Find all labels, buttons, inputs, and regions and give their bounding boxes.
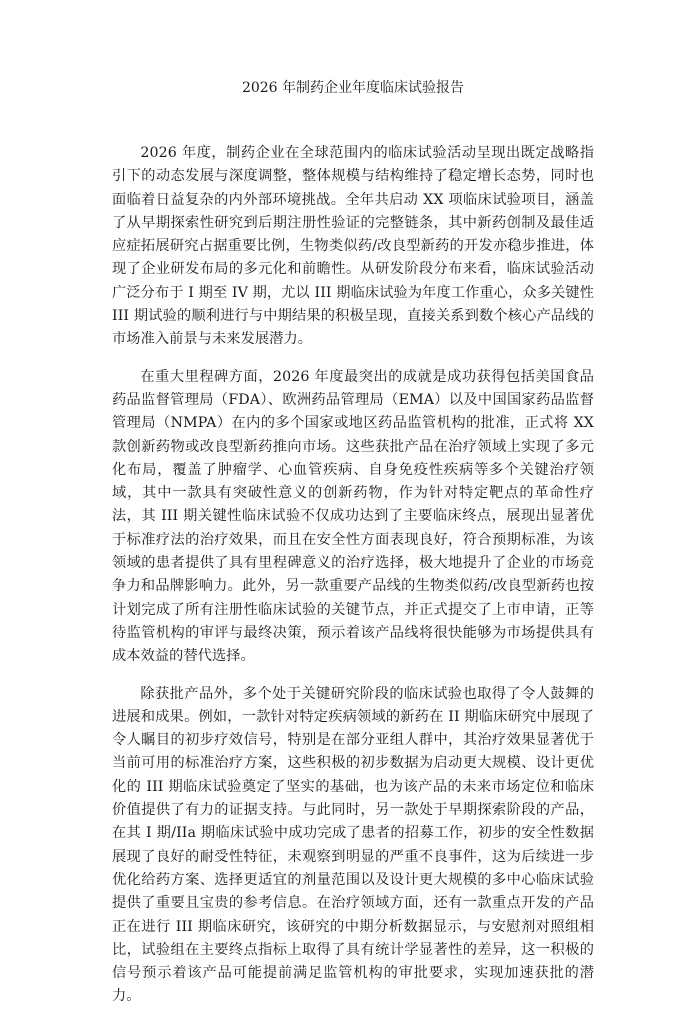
paragraph-milestones: 在重大里程碑方面，2026 年度最突出的成就是成功获得包括美国食品药品监督管理局（FDA）、欧洲药品管理局（EMA）以及中国国家药品监督管理局（NMPA）在内的多个国家或地区药品监管机构的批准，正式将 XX 款创新药物或改良型新药推向市场。这些获批产品在治疗领域上实现了多元化布局，覆盖了肿瘤学、心血管疾病、自身免疫性疾病等多个关键治疗领域，其中一款具有突破性意义的创新药物，作为针对特定靶点的革命性疗法，其 III 期关键性临床试验不仅成功达到了主要临床终点，展现出显著优于标准疗法的治疗效果，而且在安全性方面表现良好，符合预期标准，为该领域的患者提供了具有里程碑意义的治疗选择，极大地提升了企业的市场竞争力和品牌影响力。此外，另一款重要产品线的生物类似药/改良型新药也按计划完成了所有注册性临床试验的关键节点，并正式提交了上市申请，正等待监管机构的审评与最终决策，预示着该产品线将很快能够为市场提供具有成本效益的替代选择。 <box>112 368 594 665</box>
paragraph-overview: 2026 年度，制药企业在全球范围内的临床试验活动呈现出既定战略指引下的动态发展与深度调整，整体规模与结构维持了稳定增长态势，同时也面临着日益复杂的内外部环境挑战。全年共启动 XX 项临床试验项目，涵盖了从早期探索性研究到后期注册性验证的完整链条，其中新药创制及最佳适应症拓展研究占据重要比例，生物类似药/改良型新药的开发亦稳步推进，体现了企业研发布局的多元化和前瞻性。从研发阶段分布来看，临床试验活动广泛分布于 I 期至 IV 期，尤以 III 期临床试验为年度工作重心，众多关键性 III 期试验的顺利进行与中期结果的积极呈现，直接关系到数个核心产品线的市场准入前景与未来发展潜力。 <box>112 145 594 348</box>
paragraph-progress: 除获批产品外，多个处于关键研究阶段的临床试验也取得了令人鼓舞的进展和成果。例如，一款针对特定疾病领域的新药在 II 期临床研究中展现了令人瞩目的初步疗效信号，特别是在部分亚组人群中，其治疗效果显著优于当前可用的标准治疗方案，这些积极的初步数据为启动更大规模、设计更优化的 III 期临床试验奠定了坚实的基础，也为该产品的未来市场定位和临床价值提供了有力的证据支持。与此同时，另一款处于早期探索阶段的产品，在其 I 期/IIa 期临床试验中成功完成了患者的招募工作，初步的安全性数据展现了良好的耐受性特征，未观察到明显的严重不良事件，这为后续进一步优化给药方案、选择更适宜的剂量范围以及设计更大规模的多中心临床试验提供了重要且宝贵的参考信息。在治疗领域方面，还有一款重点开发的产品正在进行 III 期临床研究，该研究的中期分析数据显示，与安慰剂对照组相比，试验组在主要终点指标上取得了具有统计学显著性的差异，这一积极的信号预示着该产品可能提前满足监管机构的审批要求，实现加速获批的潜力。 <box>112 685 594 1005</box>
document-title: 2026 年制药企业年度临床试验报告 <box>241 80 465 96</box>
